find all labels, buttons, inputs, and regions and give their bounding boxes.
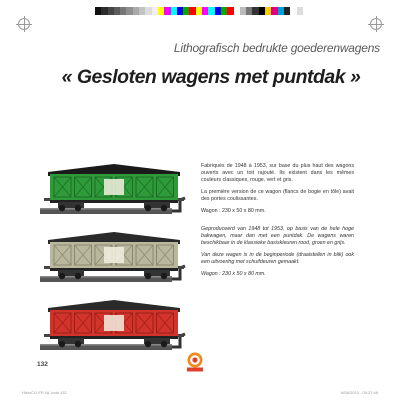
- publisher-logo-icon: [186, 352, 204, 372]
- description-column: [201, 163, 354, 283]
- french-paragraph-1: Fabriqués de 1948 à 1953, sur base du plus haut des wagons ouverts avec un toit rajouté. Ils existent dans les mêmes couleurs classiques, rouge, vert et gris.: [201, 163, 354, 183]
- wagon-illustration-icon: [40, 158, 188, 218]
- wagon-illustration-icon: [40, 294, 188, 354]
- dutch-dimensions: Wagon : 230 x 50 x 80 mm.: [201, 271, 266, 277]
- dutch-paragraph-1: Geproduceerd van 1948 tot 1953, op basis van de hele hoge bakwagen, maar dan met een puntdak. De wagens waren beschikbaar in de klassieke basiskleuren rood, groen en grijs.: [201, 226, 354, 246]
- calibration-swatch: [297, 7, 303, 15]
- wagon-photo-red: [40, 294, 188, 354]
- color-calibration-bar: [95, 7, 303, 15]
- registration-mark-icon: [370, 18, 382, 30]
- footer-file-info: HistoCIJ-FR-NL.indd 132: [22, 390, 67, 395]
- page-number: 132: [37, 361, 48, 368]
- wagon-illustration-icon: [40, 226, 188, 286]
- french-paragraph-2: La première version de ce wagon (flancs de bogie en tôle) avait des portes coulissantes.: [201, 189, 354, 202]
- wagon-photos: [40, 158, 188, 362]
- page-title: « Gesloten wagens met puntdak »: [61, 66, 361, 88]
- dutch-paragraph-2: Van deze wagen is in de beginperiode (draaistellen in blik) ook een uitvoering met schuifdeuren gemaakt.: [201, 252, 354, 265]
- wagon-photo-green: [40, 158, 188, 218]
- french-dimensions: Wagon : 230 x 50 x 80 mm.: [201, 208, 266, 214]
- footer-timestamp: 6/06/2013 - 05:27:46: [341, 390, 378, 395]
- registration-mark-icon: [18, 18, 30, 30]
- wagon-photo-grey: [40, 226, 188, 286]
- section-subtitle: Lithografisch bedrukte goederenwagens: [173, 41, 380, 55]
